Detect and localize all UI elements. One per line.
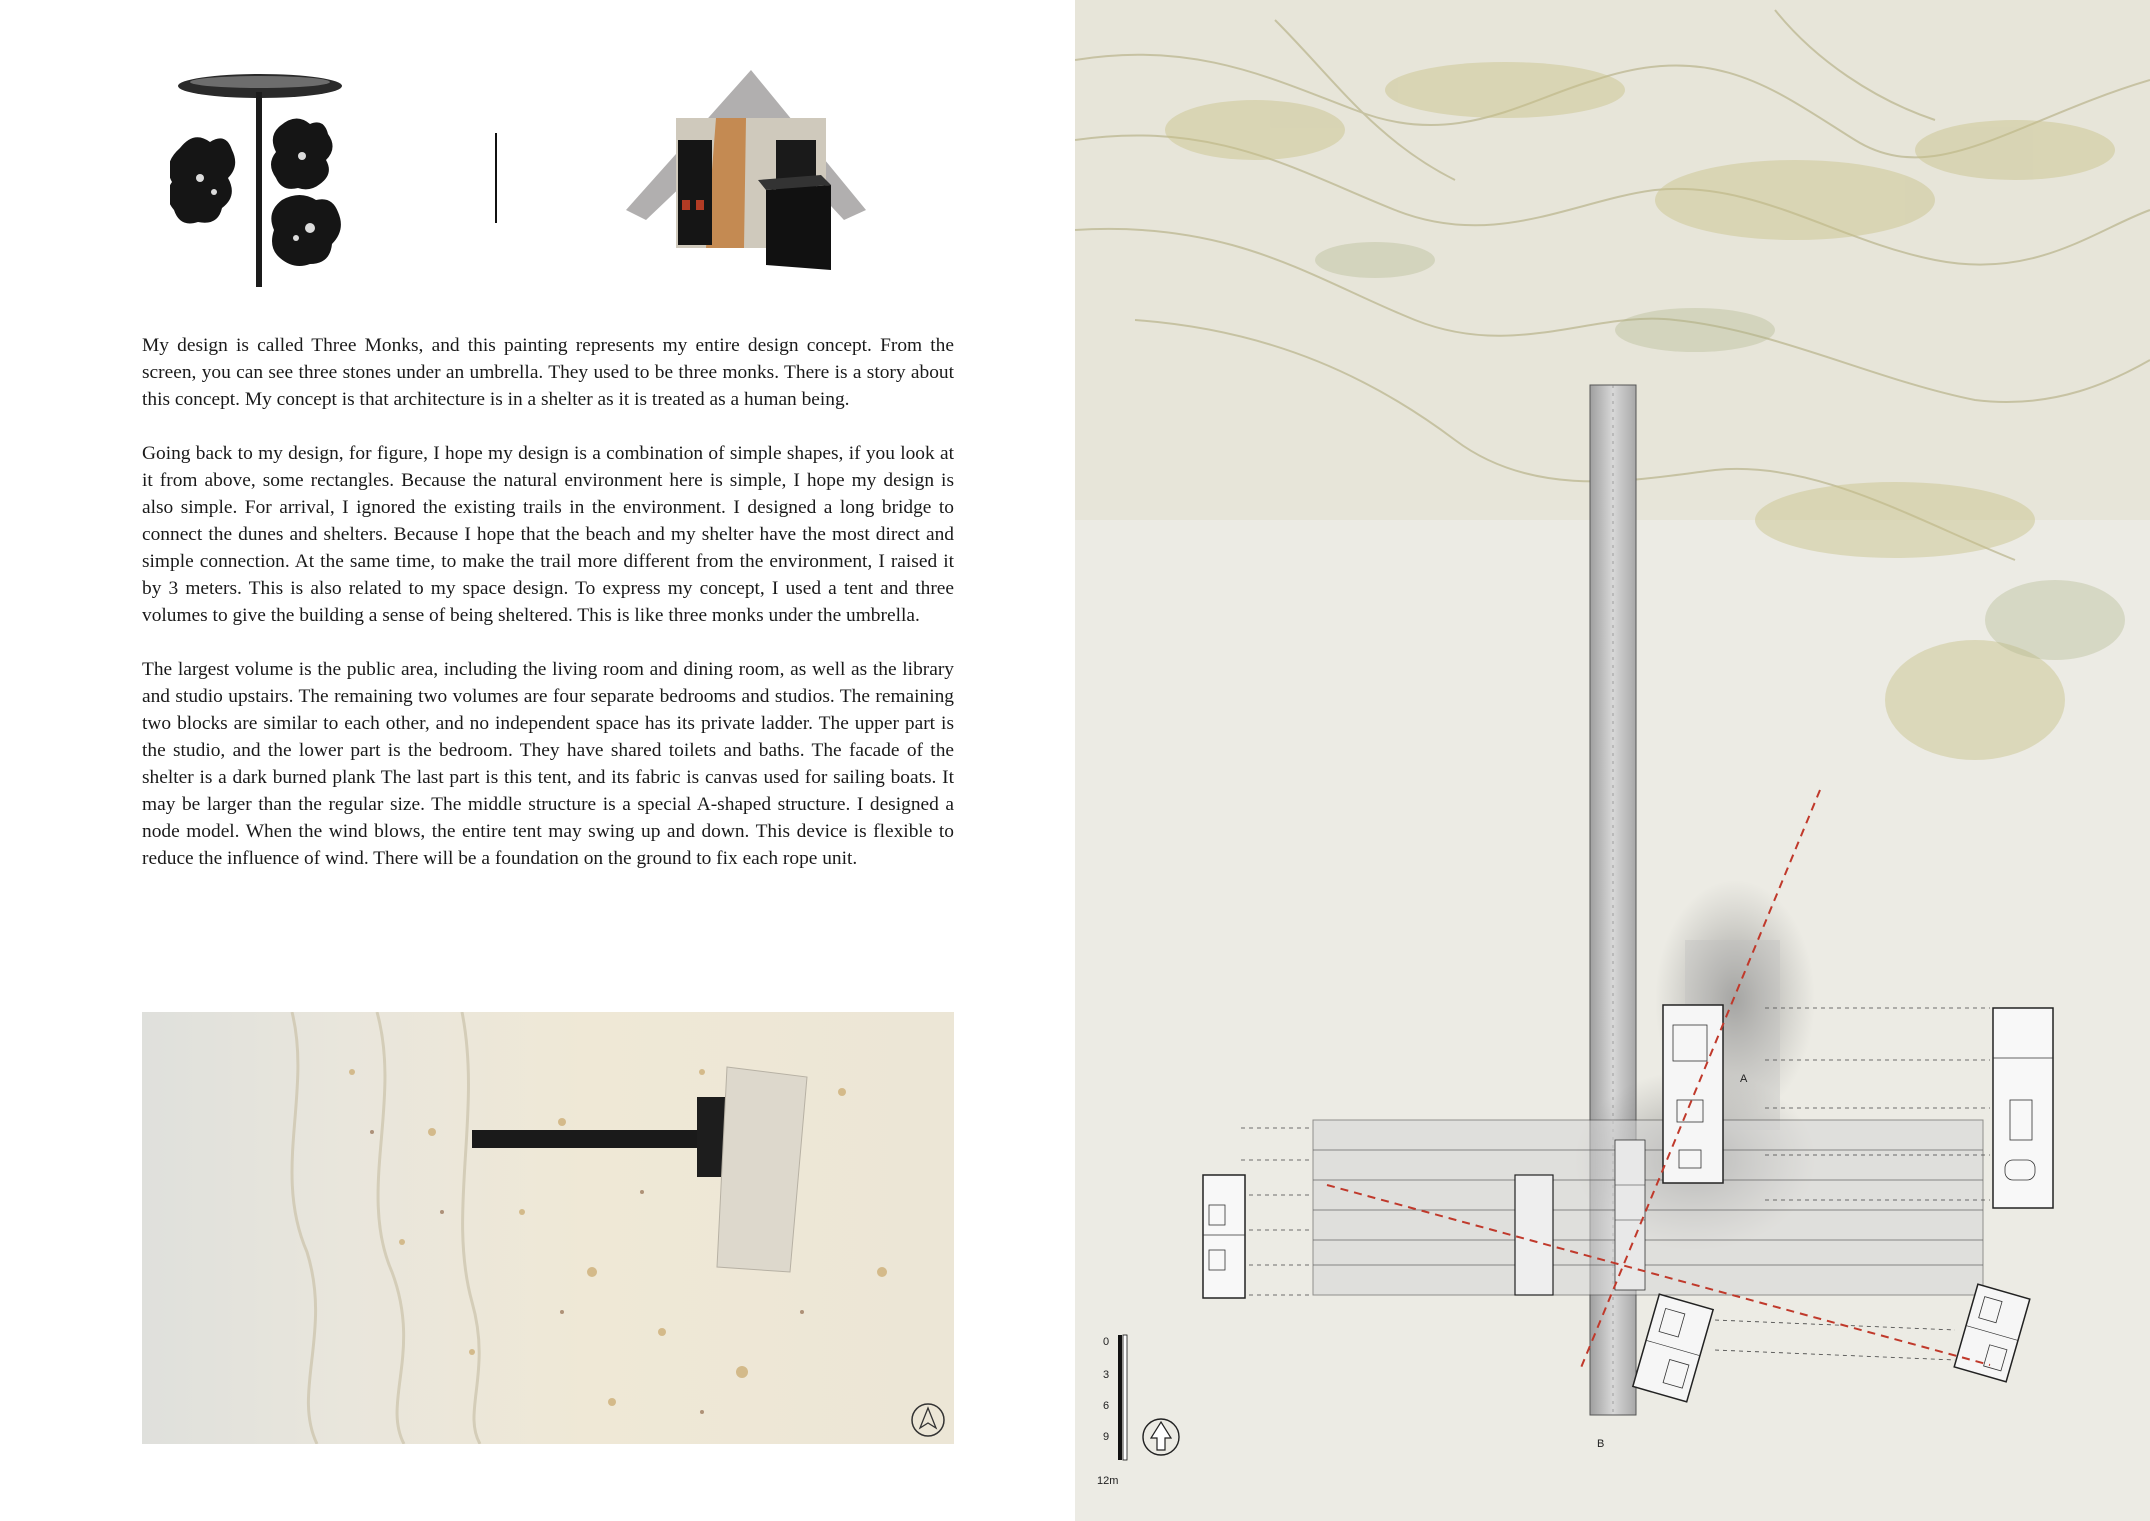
site-plan-drawing bbox=[1075, 0, 2150, 1521]
scale-tick-12m: 12m bbox=[1097, 1475, 1119, 1487]
elevation-left bbox=[1203, 1175, 1245, 1298]
section-label-b: B bbox=[1597, 1438, 1605, 1450]
section-label-a: A bbox=[1740, 1073, 1748, 1085]
elevation-right bbox=[1993, 1008, 2053, 1208]
paragraph-volumes-tent: The largest volume is the public area, including the living room and dining room, as well as the library and studio upstairs. The remaining two volumes are four separate bedrooms and studios. The remaining two blocks are similar to each other, and no independent space has its private ladder. The upper part is the studio, and the lower part is the bedroom. They have shared toilets and baths. The facade of the shelter is a dark burned plank The last part is this tent, and its fabric is canvas used for sailing boats. It may be larger than the regular size. The middle structure is a special A-shaped structure. I designed a node model. When the wind blows, the entire tent may swing up and down. This device is flexible to reduce the influence of wind. There will be a foundation on the ground to fix each rope unit. bbox=[142, 659, 954, 869]
vertical-divider bbox=[495, 133, 497, 223]
site-model-photo bbox=[142, 1012, 954, 1444]
paragraph-figure-arrival: Going back to my design, for figure, I hope my design is a combination of simple shapes, if you look at it from above, some rectangles. Because the natural environment here is simple, I hope my design is also simple. For arrival, I ignored the existing trails in the environment. I designed a long bridge to connect the dunes and shelters. Because I hope that the beach and my shelter have the most direct and simple connection. At the same time, to make the trail more different from the environment, I raised it by 3 meters. This is also related to my space design. To express my concept, I used a tent and three volumes to give the building a sense of being sheltered. This is like three monks under the umbrella. bbox=[142, 443, 954, 626]
scale-tick-0: 0 bbox=[1103, 1336, 1110, 1348]
ink-painting-image bbox=[170, 68, 355, 288]
paragraph-concept: My design is called Three Monks, and this painting represents my entire design concept. From the screen, you can see three stones under an umbrella. They used to be three monks. There is a story about this concept. My concept is that architecture is in a shelter as it is treated as a human being. bbox=[142, 335, 954, 410]
design-description bbox=[142, 332, 954, 899]
scale-tick-9: 9 bbox=[1103, 1431, 1110, 1443]
scale-tick-3: 3 bbox=[1103, 1369, 1110, 1381]
tent-model-image bbox=[626, 70, 866, 270]
scale-tick-6: 6 bbox=[1103, 1400, 1110, 1412]
